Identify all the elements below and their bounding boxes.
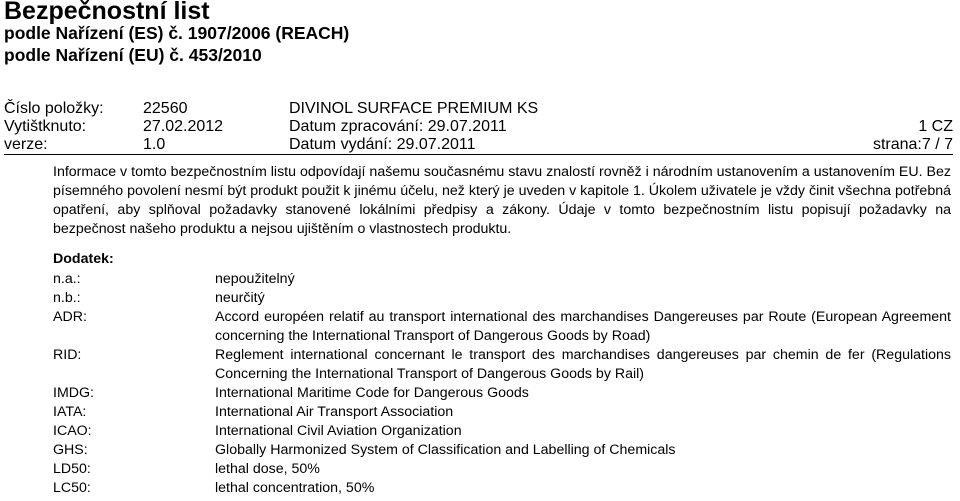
list-item (53, 441, 951, 460)
header-divider (4, 154, 953, 155)
country-code: 1 CZ (918, 118, 953, 135)
abbreviation-value: Accord européen relatif au transport international des marchandises Dangereuses par Route (European Agreement concerning the International Transport of Dangerous Goods by Road) (215, 309, 951, 344)
processed-date: Datum zpracování: 29.07.2011 (289, 118, 507, 135)
abbreviation-list (53, 270, 951, 498)
abbreviation-value: neurčitý (215, 290, 265, 306)
list-item (53, 479, 951, 498)
abbreviation-value: International Air Transport Association (215, 404, 454, 420)
abbreviation-key: n.b.: (53, 290, 81, 306)
abbreviation-key: ICAO: (53, 423, 92, 439)
list-item (53, 384, 951, 403)
abbreviation-value: Globally Harmonized System of Classification and Labelling of Chemicals (215, 442, 676, 458)
appendix-heading: Dodatek: (53, 251, 114, 267)
abbreviation-value: nepoužitelný (215, 271, 295, 287)
product-name: DIVINOL SURFACE PREMIUM KS (289, 100, 539, 117)
abbreviation-key: n.a.: (53, 271, 81, 287)
regulation-reach: podle Nařízení (ES) č. 1907/2006 (REACH) (4, 23, 350, 43)
abbreviation-key: LC50: (53, 480, 91, 496)
abbreviation-key: LD50: (53, 461, 91, 477)
item-number-value: 22560 (143, 100, 188, 117)
list-item (53, 460, 951, 479)
list-item (53, 346, 951, 384)
abbreviation-value: lethal concentration, 50% (215, 480, 375, 496)
page-number: strana:7 / 7 (872, 136, 953, 153)
abbreviation-value: Reglement international concernant le transport des marchandises dangereuses par chemin de fer (Regulations Concerning the International Transport of Dangerous Goods by Rail) (215, 347, 951, 382)
abbreviation-value: International Maritime Code for Dangerous Goods (215, 385, 529, 401)
printed-label: Vytištknuto: (4, 118, 87, 135)
version-label: verze: (4, 136, 48, 153)
list-item (53, 403, 951, 422)
issue-date: Datum vydání: 29.07.2011 (289, 136, 476, 153)
document-title: Bezpečnostní list (4, 0, 210, 25)
abbreviation-value: lethal dose, 50% (215, 461, 320, 477)
list-item (53, 270, 951, 289)
abbreviation-key: IMDG: (53, 385, 94, 401)
abbreviation-key: GHS: (53, 442, 88, 458)
abbreviation-key: IATA: (53, 404, 87, 420)
regulation-eu: podle Nařízení (EU) č. 453/2010 (4, 45, 262, 65)
list-item (53, 308, 951, 346)
disclaimer-paragraph: Informace v tomto bezpečnostním listu odpovídají našemu současnému stavu znalostí rovněž i národním ustanovením a ustanovením EU. Bez písemného povolení nesmí být produkt použit k jinému účelu, než který je uveden v kapitole 1. Úkolem uživatele je vždy činit všechna potřebná opatření, aby splňoval požadavky stanovené lokálními předpisy a zákony. Údaje v tomto bezpečnostním listu popisují požadavky na bezpečnost našeho produktu a nejsou ujištěním o vlastnostech produktu. (53, 164, 951, 237)
item-number-label: Číslo položky: (4, 100, 104, 117)
printed-date: 27.02.2012 (143, 118, 224, 135)
abbreviation-value: International Civil Aviation Organization (215, 423, 462, 439)
abbreviation-key: RID: (53, 347, 82, 363)
list-item (53, 422, 951, 441)
version-value: 1.0 (143, 136, 166, 153)
abbreviation-key: ADR: (53, 309, 87, 325)
list-item (53, 289, 951, 308)
